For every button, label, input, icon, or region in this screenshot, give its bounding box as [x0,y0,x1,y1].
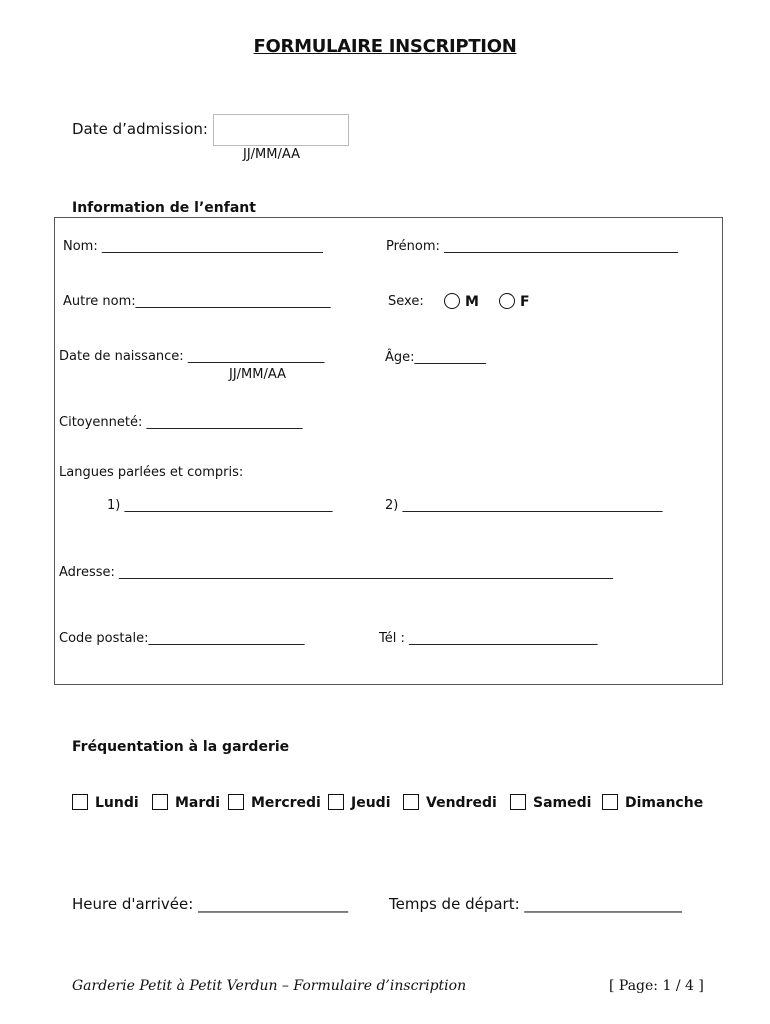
day-label: Samedi [533,795,592,811]
radio-icon [499,293,515,309]
footer-document-name: Garderie Petit à Petit Verdun – Formulaire d’inscription [72,978,467,994]
citoyennete-field[interactable]: Citoyenneté: ________________________ [59,415,303,430]
footer-page-number: [ Page: 1 / 4 ] [609,978,704,994]
sexe-f-label: F [520,294,530,310]
checkbox-icon [72,794,88,810]
day-label: Mercredi [251,795,321,811]
adresse-field[interactable]: Adresse: ____________________________________________________________________________ [59,565,614,580]
day-lundi-checkbox[interactable] [72,794,139,811]
admission-date-field[interactable] [213,114,349,146]
langues-label: Langues parlées et compris: [59,465,244,480]
sexe-m-option[interactable] [444,293,479,310]
prenom-field[interactable]: Prénom: ____________________________________ [386,239,679,254]
temps-depart-field[interactable]: Temps de départ: _____________________ [389,895,682,913]
day-samedi-checkbox[interactable] [510,794,591,811]
day-mercredi-checkbox[interactable] [228,794,321,811]
day-label: Mardi [175,795,221,811]
checkbox-icon [602,794,618,810]
age-field[interactable]: Âge:___________ [385,350,487,365]
checkbox-icon [328,794,344,810]
admission-date-label: Date d’admission: [72,120,208,138]
heure-arrivee-field[interactable]: Heure d'arrivée: ____________________ [72,895,349,913]
page-title: FORMULAIRE INSCRIPTION [253,36,517,57]
day-label: Vendredi [426,795,497,811]
day-label: Lundi [95,795,139,811]
langue-1-field[interactable]: 1) ________________________________ [107,498,333,513]
day-label: Jeudi [351,795,391,811]
child-info-box [54,217,723,685]
sexe-label: Sexe: [388,294,424,309]
day-label: Dimanche [625,795,704,811]
attendance-heading: Fréquentation à la garderie [72,739,290,755]
checkbox-icon [510,794,526,810]
autre-nom-field[interactable]: Autre nom:______________________________ [63,294,331,309]
sexe-m-label: M [465,294,479,310]
nom-field[interactable]: Nom: __________________________________ [63,239,323,254]
checkbox-icon [403,794,419,810]
day-dimanche-checkbox[interactable] [602,794,703,811]
radio-icon [444,293,460,309]
date-naissance-field[interactable]: Date de naissance: _____________________ [59,349,325,364]
day-jeudi-checkbox[interactable] [328,794,391,811]
tel-field[interactable]: Tél : _____________________________ [379,631,598,646]
date-naissance-format-hint: JJ/MM/AA [229,367,287,382]
checkbox-icon [152,794,168,810]
child-info-heading: Information de l’enfant [72,200,256,216]
day-mardi-checkbox[interactable] [152,794,220,811]
day-vendredi-checkbox[interactable] [403,794,497,811]
admission-date-format-hint: JJ/MM/AA [243,147,301,162]
langue-2-field[interactable]: 2) ________________________________________ [385,498,663,513]
sexe-f-option[interactable] [499,293,530,310]
code-postale-field[interactable]: Code postale:________________________ [59,631,305,646]
checkbox-icon [228,794,244,810]
